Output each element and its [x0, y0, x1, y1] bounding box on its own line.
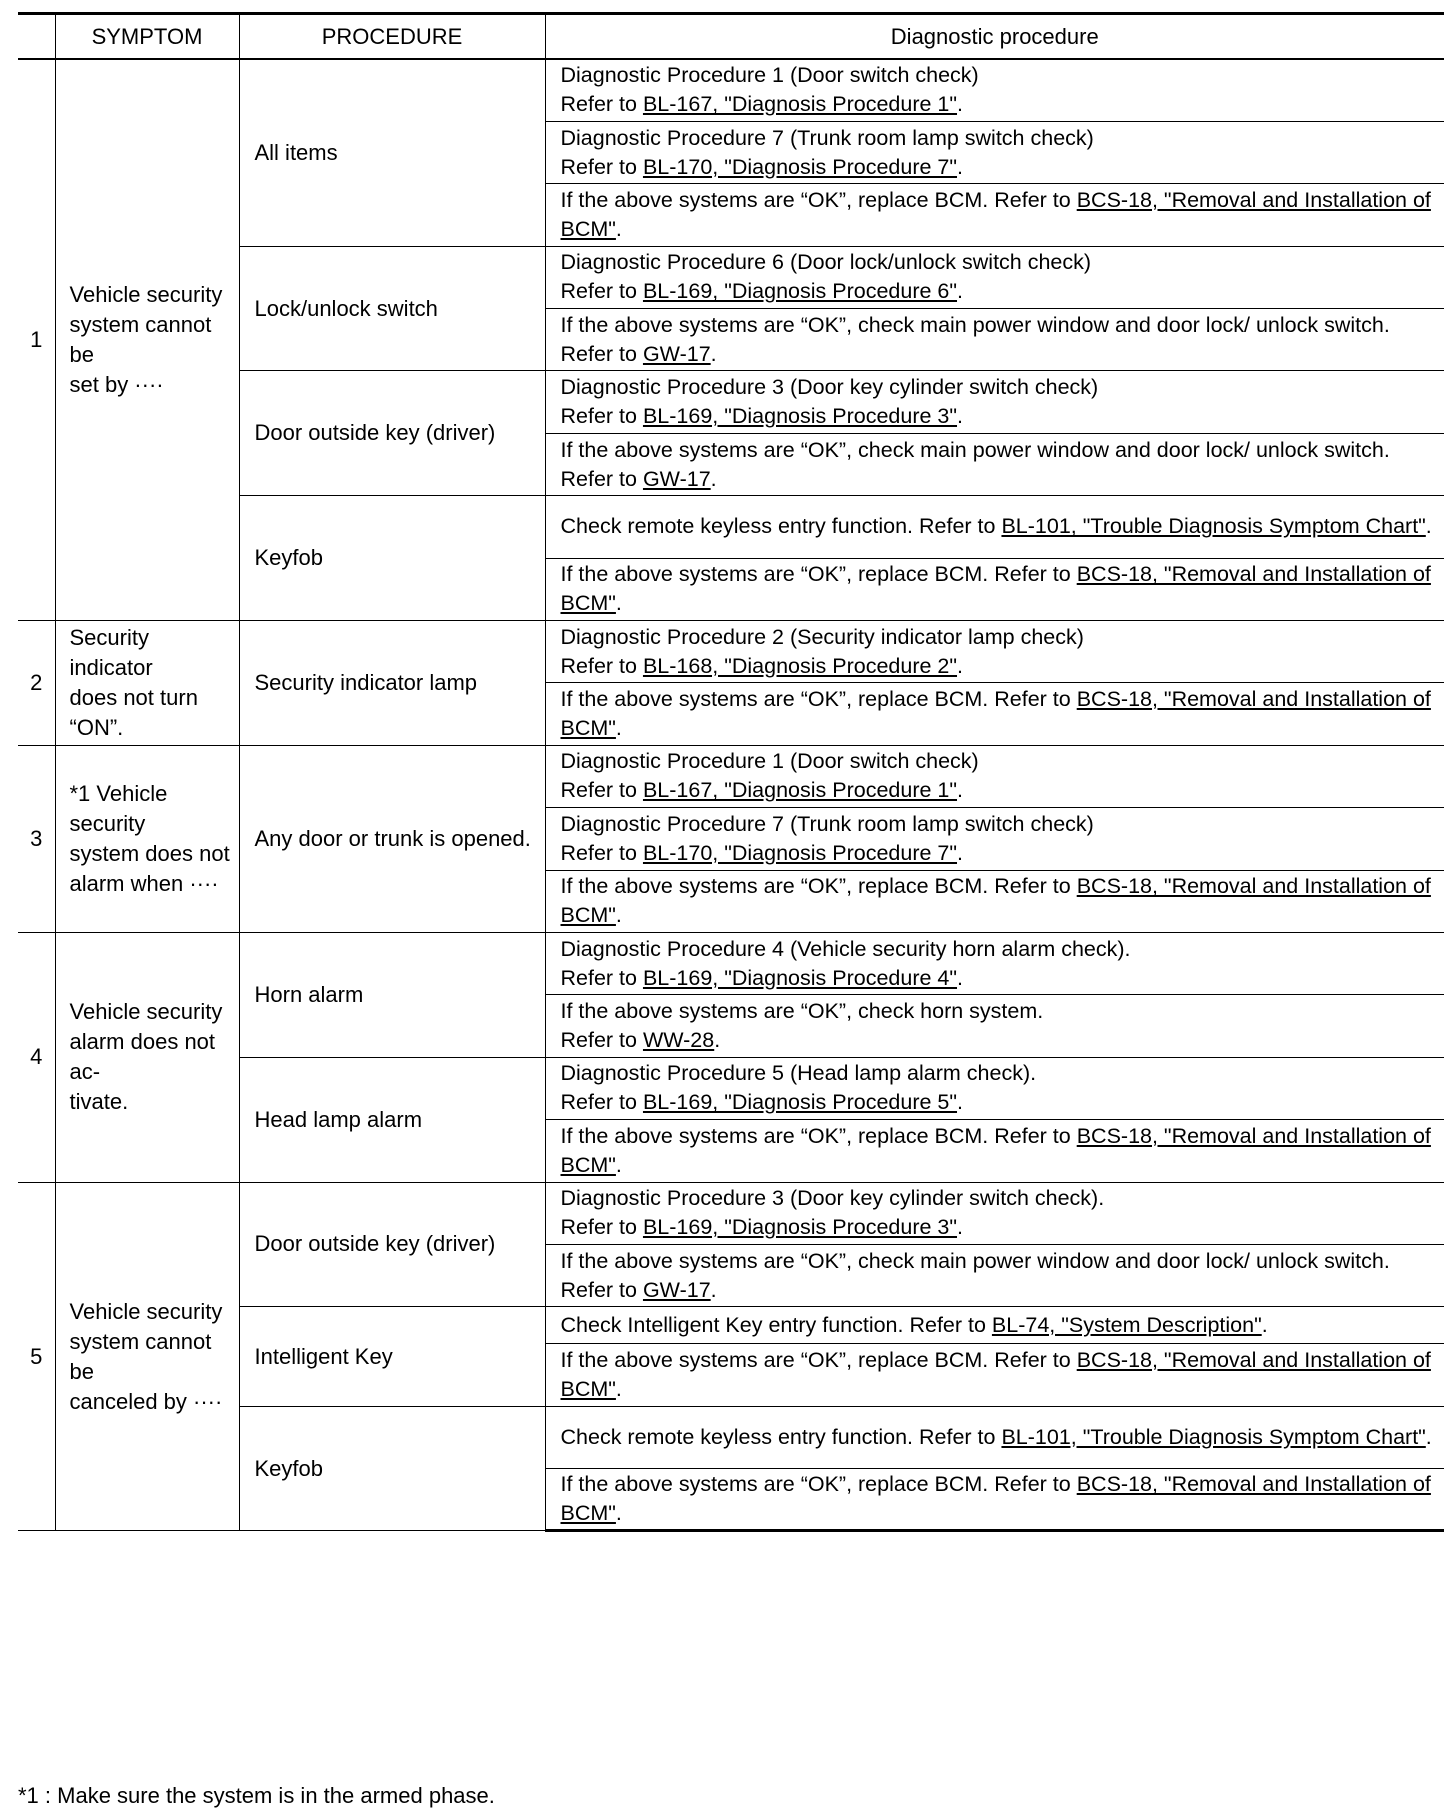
- procedure-cell: Horn alarm: [239, 932, 545, 1057]
- reference-link[interactable]: BL-169, "Diagnosis Procedure 4": [642, 965, 958, 990]
- diagnostic-text-end: .: [615, 1501, 622, 1526]
- diagnostic-text-end: .: [957, 965, 963, 990]
- diagnostic-text-end: .: [615, 716, 622, 741]
- reference-link[interactable]: BCS-18, "Removal and Installation of BCM": [560, 187, 1431, 241]
- diagnostic-text: If the above systems are “OK”, replace BCM. Refer to: [560, 1348, 1077, 1372]
- diagnostic-text: Diagnostic Procedure 7 (Trunk room lamp switch check) Refer to: [560, 125, 1094, 179]
- reference-link[interactable]: BL-167, "Diagnosis Procedure 1": [642, 92, 958, 117]
- diagnostic-procedure-cell: [545, 995, 1444, 1057]
- reference-link[interactable]: BL-169, "Diagnosis Procedure 5": [642, 1090, 958, 1115]
- diagnostic-text-end: .: [1261, 1312, 1268, 1337]
- diagnostic-text: If the above systems are “OK”, replace BCM. Refer to: [560, 562, 1077, 587]
- diagnostic-procedure-cell: [545, 621, 1444, 683]
- diagnostic-text: If the above systems are “OK”, replace BCM. Refer to: [560, 687, 1077, 712]
- diagnostic-text: Diagnostic Procedure 2 (Security indicator lamp check) Refer to: [560, 624, 1084, 678]
- diagnostic-text: If the above systems are “OK”, replace BCM. Refer to: [560, 187, 1077, 212]
- diagnostic-text: Diagnostic Procedure 3 (Door key cylinder switch check) Refer to: [560, 375, 1099, 429]
- diagnostic-text-end: .: [1425, 1424, 1432, 1449]
- diagnostic-text-end: .: [714, 1028, 721, 1053]
- reference-link[interactable]: BCS-18, "Removal and Installation of BCM": [560, 874, 1431, 928]
- reference-link[interactable]: BCS-18, "Removal and Installation of BCM": [560, 1123, 1431, 1177]
- symptom-cell: Security indicator does not turn “ON”.: [55, 621, 239, 746]
- diagnostic-text: If the above systems are “OK”, replace BCM. Refer to: [560, 1472, 1077, 1497]
- reference-link[interactable]: BL-169, "Diagnosis Procedure 3": [642, 1215, 958, 1240]
- symptom-cell: Vehicle security system cannot be canceled by ····: [55, 1182, 239, 1531]
- reference-link[interactable]: WW-28: [642, 1028, 715, 1053]
- diagnostic-text: If the above systems are “OK”, replace BCM. Refer to: [560, 1123, 1077, 1148]
- diagnostic-text-end: .: [957, 1215, 963, 1240]
- diagnostic-text-end: .: [957, 840, 963, 865]
- reference-link[interactable]: BCS-18, "Removal and Installation of BCM": [560, 687, 1431, 741]
- diagnostic-text: If the above systems are “OK”, check main power window and door lock/ unlock switch. Refer to: [560, 437, 1390, 491]
- reference-link[interactable]: BCS-18, "Removal and Installation of BCM": [560, 562, 1431, 616]
- diagnostic-procedure-cell: [545, 1057, 1444, 1119]
- table-row: [18, 621, 1444, 683]
- diagnostic-procedure-cell: [545, 1244, 1444, 1306]
- row-number: 4: [18, 932, 55, 1182]
- diagnostic-procedure-cell: [545, 121, 1444, 183]
- diagnostic-text-end: .: [1425, 514, 1432, 539]
- diagnostic-text: If the above systems are “OK”, check main power window and door lock/ unlock switch. Refer to: [560, 312, 1390, 366]
- diagnostic-text: Diagnostic Procedure 7 (Trunk room lamp switch check) Refer to: [560, 811, 1094, 865]
- diagnostic-text: Diagnostic Procedure 6 (Door lock/unlock switch check) Refer to: [560, 250, 1092, 304]
- diagnostic-procedure-cell: [545, 1120, 1444, 1182]
- diagnostic-text: Check remote keyless entry function. Refer to: [560, 1424, 1002, 1449]
- diagnostic-text-end: .: [710, 341, 717, 366]
- procedure-cell: Door outside key (driver): [239, 1182, 545, 1307]
- table-row: [18, 745, 1444, 807]
- procedure-cell: Security indicator lamp: [239, 621, 545, 746]
- reference-link[interactable]: BL-170, "Diagnosis Procedure 7": [642, 840, 958, 865]
- diagnostic-text-end: .: [957, 279, 963, 304]
- diagnostic-text-end: .: [615, 1152, 622, 1177]
- reference-link[interactable]: BL-170, "Diagnosis Procedure 7": [642, 154, 958, 179]
- diagnostic-text: If the above systems are “OK”, check horn system. Refer to: [560, 999, 1044, 1053]
- diagnostic-text-end: .: [710, 466, 717, 491]
- diagnostic-text: If the above systems are “OK”, check main power window and door lock/ unlock switch. Refer to: [560, 1248, 1390, 1302]
- diagnostic-text: If the above systems are “OK”, replace BCM. Refer to: [560, 874, 1077, 899]
- table-row: [18, 932, 1444, 994]
- header-symptom: SYMPTOM: [55, 14, 239, 60]
- diagnostic-text: Check remote keyless entry function. Refer to: [560, 514, 1002, 539]
- symptom-chart-table: [18, 12, 1444, 1532]
- diagnostic-text-end: .: [957, 778, 963, 803]
- procedure-cell: Keyfob: [239, 1406, 545, 1531]
- diagnostic-text-end: .: [615, 216, 622, 241]
- diagnostic-text: Diagnostic Procedure 3 (Door key cylinder switch check). Refer to: [560, 1186, 1105, 1240]
- diagnostic-procedure-cell: [545, 1469, 1444, 1531]
- diagnostic-procedure-cell: [545, 808, 1444, 870]
- diagnostic-text-end: .: [710, 1277, 717, 1302]
- diagnostic-procedure-cell: [545, 433, 1444, 495]
- diagnostic-procedure-cell: [545, 184, 1444, 246]
- symptom-cell: *1 Vehicle security system does not alarm when ····: [55, 745, 239, 932]
- reference-link[interactable]: BL-167, "Diagnosis Procedure 1": [642, 778, 958, 803]
- diagnostic-text-end: .: [615, 903, 622, 928]
- reference-link[interactable]: BL-101, "Trouble Diagnosis Symptom Chart": [1001, 1424, 1426, 1449]
- diagnostic-procedure-cell: [545, 932, 1444, 994]
- reference-link[interactable]: BL-101, "Trouble Diagnosis Symptom Chart": [1001, 514, 1426, 539]
- row-number: 5: [18, 1182, 55, 1531]
- diagnostic-text-end: .: [615, 591, 622, 616]
- reference-link[interactable]: BL-169, "Diagnosis Procedure 3": [642, 404, 958, 429]
- header-diagnostic-procedure: Diagnostic procedure: [545, 14, 1444, 60]
- diagnostic-procedure-cell: [545, 309, 1444, 371]
- reference-link[interactable]: BCS-18, "Removal and Installation of BCM": [560, 1472, 1431, 1526]
- reference-link[interactable]: BL-169, "Diagnosis Procedure 6": [642, 279, 958, 304]
- diagnostic-procedure-cell: [545, 1344, 1444, 1406]
- footnote: *1 : Make sure the system is in the armed phase.: [18, 1783, 495, 1808]
- procedure-cell: Keyfob: [239, 496, 545, 621]
- procedure-cell: Any door or trunk is opened.: [239, 745, 545, 932]
- diagnostic-procedure-cell: [545, 1406, 1444, 1468]
- diagnostic-procedure-cell: [545, 745, 1444, 807]
- table-body: [18, 59, 1444, 1531]
- diagnostic-procedure-cell: [545, 496, 1444, 558]
- diagnostic-text: Diagnostic Procedure 5 (Head lamp alarm check). Refer to: [560, 1061, 1037, 1115]
- row-number: 1: [18, 59, 55, 621]
- diagnostic-text-end: .: [957, 92, 963, 117]
- table-header: [18, 14, 1444, 60]
- reference-link[interactable]: GW-17: [642, 341, 711, 366]
- diagnostic-text-end: .: [957, 1090, 963, 1115]
- diagnostic-procedure-cell: [545, 558, 1444, 620]
- procedure-cell: Door outside key (driver): [239, 371, 545, 496]
- table-row: [18, 59, 1444, 121]
- diagnostic-text-end: .: [615, 1377, 622, 1401]
- diagnostic-procedure-cell: [545, 1307, 1444, 1344]
- diagnostic-text: Diagnostic Procedure 4 (Vehicle security horn alarm check). Refer to: [560, 936, 1131, 990]
- diagnostic-procedure-cell: [545, 870, 1444, 932]
- header-number: [18, 14, 55, 60]
- diagnostic-text-end: .: [957, 404, 963, 429]
- header-procedure: PROCEDURE: [239, 14, 545, 60]
- procedure-cell: Lock/unlock switch: [239, 246, 545, 371]
- diagnostic-procedure-cell: [545, 59, 1444, 121]
- row-number: 3: [18, 745, 55, 932]
- table-row: [18, 1182, 1444, 1244]
- diagnostic-procedure-cell: [545, 246, 1444, 308]
- reference-link[interactable]: GW-17: [642, 1277, 711, 1302]
- diagnostic-procedure-cell: [545, 371, 1444, 433]
- procedure-cell: All items: [239, 59, 545, 246]
- diagnostic-text: Diagnostic Procedure 1 (Door switch check) Refer to: [560, 749, 979, 803]
- diagnostic-text-end: .: [957, 653, 963, 678]
- row-number: 2: [18, 621, 55, 746]
- symptom-cell: Vehicle security alarm does not ac- tivate.: [55, 932, 239, 1182]
- procedure-cell: Head lamp alarm: [239, 1057, 545, 1182]
- diagnostic-text: Check Intelligent Key entry function. Refer to: [560, 1312, 992, 1337]
- symptom-cell: Vehicle security system cannot be set by ····: [55, 59, 239, 621]
- diagnostic-procedure-cell: [545, 1182, 1444, 1244]
- procedure-cell: Intelligent Key: [239, 1307, 545, 1406]
- diagnostic-text: Diagnostic Procedure 1 (Door switch check) Refer to: [560, 63, 979, 117]
- diagnostic-text-end: .: [957, 154, 963, 179]
- reference-link[interactable]: GW-17: [642, 466, 711, 491]
- reference-link[interactable]: BL-168, "Diagnosis Procedure 2": [642, 653, 958, 678]
- reference-link[interactable]: BCS-18, "Removal and Installation of BCM": [560, 1348, 1431, 1401]
- diagnostic-procedure-cell: [545, 683, 1444, 745]
- reference-link[interactable]: BL-74, "System Description": [991, 1312, 1262, 1337]
